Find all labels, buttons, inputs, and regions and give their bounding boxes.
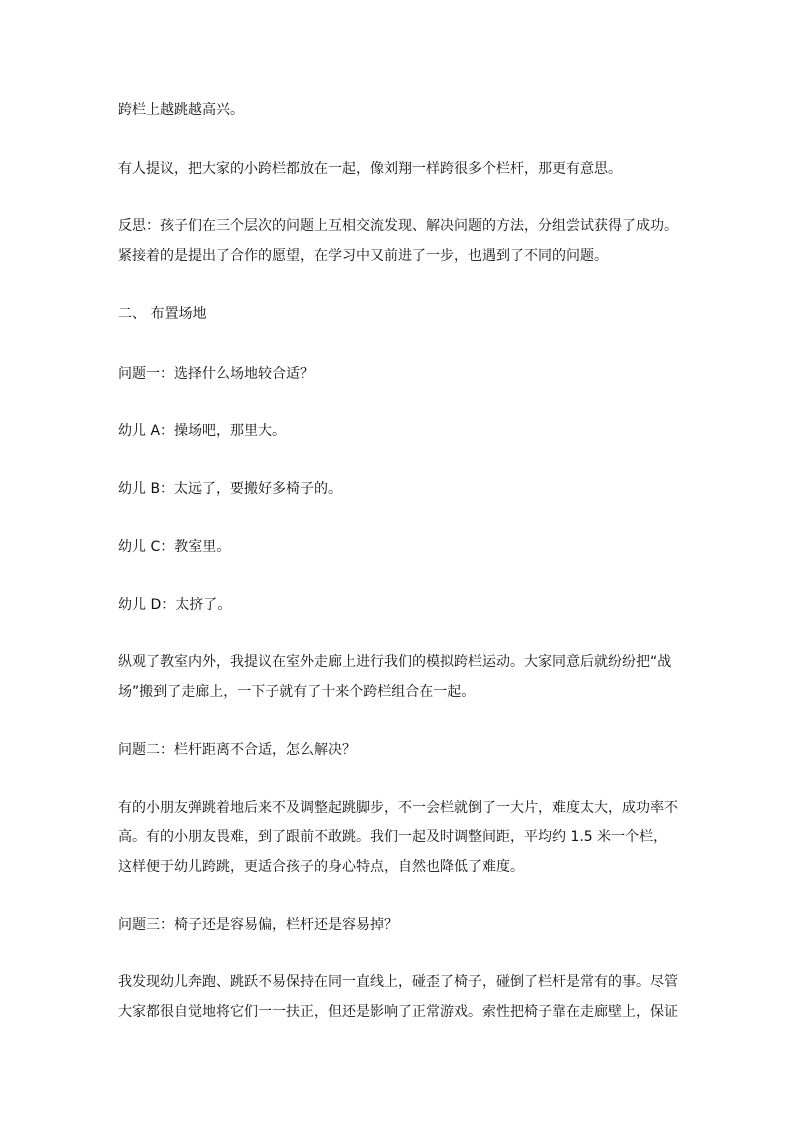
paragraph-line: 紧接着的是提出了合作的愿望，在学习中又前进了一步，也遇到了不同的问题。: [118, 248, 608, 264]
section-heading: 二、 布置场地: [118, 306, 207, 322]
paragraph-line: 我发现幼儿奔跑、跳跃不易保持在同一直线上，碰歪了椅子，碰倒了栏杆是常有的事。尽管: [118, 974, 678, 990]
dialogue-line: 幼儿 C：教室里。: [118, 539, 231, 555]
paragraph-line: 有的小朋友弹跳着地后来不及调整起跳脚步，不一会栏就倒了一大片，难度太大，成功率不: [118, 800, 678, 816]
question-heading: 问题三：椅子还是容易偏，栏杆还是容易掉？: [118, 917, 398, 933]
dialogue-line: 幼儿 B：太远了，要搬好多椅子的。: [118, 481, 343, 497]
paragraph-line: 有人提议，把大家的小跨栏都放在一起，像刘翔一样跨很多个栏杆，那更有意思。: [118, 161, 622, 177]
question-heading: 问题二：栏杆距离不合适，怎么解决？: [118, 742, 356, 758]
question-heading: 问题一：选择什么场地较合适？: [118, 366, 314, 382]
paragraph-line: 场”搬到了走廊上，一下子就有了十来个跨栏组合在一起。: [118, 684, 476, 700]
paragraph-line: 纵观了教室内外，我提议在室外走廊上进行我们的模拟跨栏运动。大家同意后就纷纷把“战: [118, 654, 672, 670]
dialogue-line: 幼儿 D：太挤了。: [118, 597, 232, 613]
paragraph-line: 反思：孩子们在三个层次的问题上互相交流发现、解决问题的方法，分组尝试获得了成功。: [118, 218, 678, 234]
paragraph-line: 大家都很自觉地将它们一一扶正，但还是影响了正常游戏。索性把椅子靠在走廊壁上，保证: [118, 1004, 678, 1020]
paragraph-line: 这样便于幼儿跨跳，更适合孩子的身心特点，自然也降低了难度。: [118, 859, 524, 875]
dialogue-line: 幼儿 A：操场吧，那里大。: [118, 423, 287, 439]
paragraph-line: 跨栏上越跳越高兴。: [118, 102, 244, 118]
paragraph-line: 高。有的小朋友畏难，到了跟前不敢跳。我们一起及时调整间距，平均约 1.5 米一个栏，: [118, 829, 668, 845]
